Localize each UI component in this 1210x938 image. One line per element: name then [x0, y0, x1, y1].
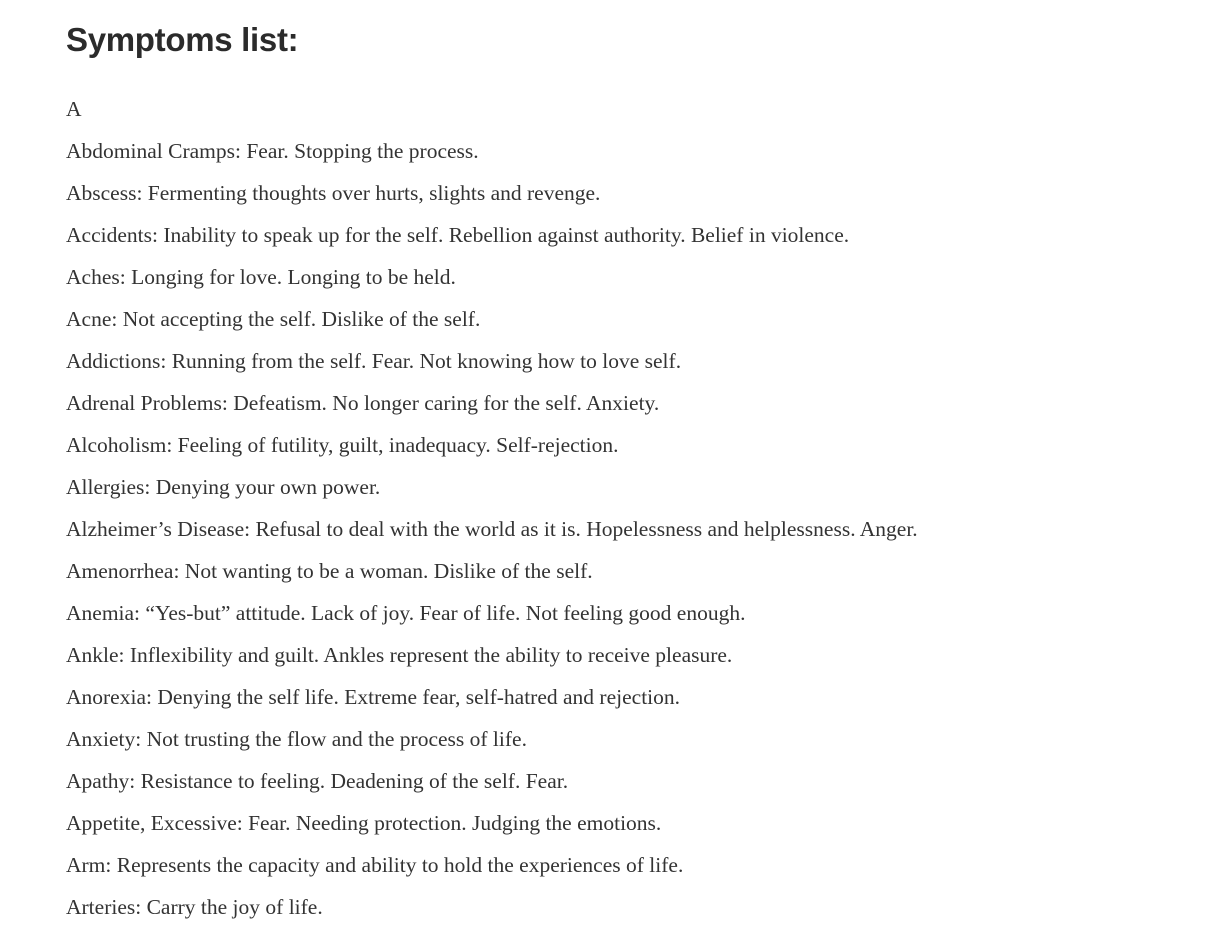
symptom-item: Arm: Represents the capacity and ability to hold the experiences of life. [66, 853, 684, 877]
symptom-list [66, 140, 1186, 938]
letter-heading: A [66, 97, 82, 121]
symptom-item: Appetite, Excessive: Fear. Needing protection. Judging the emotions. [66, 811, 662, 835]
article-content [66, 18, 1186, 919]
symptom-item: Ankle: Inflexibility and guilt. Ankles represent the ability to receive pleasure. [66, 643, 733, 667]
symptom-item: Arteries: Carry the joy of life. [66, 895, 323, 919]
symptom-item: Abdominal Cramps: Fear. Stopping the process. [66, 139, 479, 163]
symptom-item: Anemia: “Yes-but” attitude. Lack of joy. Fear of life. Not feeling good enough. [66, 601, 746, 625]
symptom-item: Apathy: Resistance to feeling. Deadening of the self. Fear. [66, 769, 569, 793]
symptom-item: Anorexia: Denying the self life. Extreme fear, self-hatred and rejection. [66, 685, 681, 709]
symptom-item: Abscess: Fermenting thoughts over hurts, slights and revenge. [66, 181, 601, 205]
symptom-item: Acne: Not accepting the self. Dislike of the self. [66, 307, 481, 331]
symptom-item: Alzheimer’s Disease: Refusal to deal with the world as it is. Hopelessness and helplessness. Anger. [66, 517, 918, 541]
symptom-item: Anxiety: Not trusting the flow and the process of life. [66, 727, 527, 751]
symptom-item: Accidents: Inability to speak up for the self. Rebellion against authority. Belief in violence. [66, 223, 850, 247]
symptom-item: Adrenal Problems: Defeatism. No longer caring for the self. Anxiety. [66, 391, 660, 415]
page-title: Symptoms list: [66, 21, 299, 58]
symptom-item: Allergies: Denying your own power. [66, 475, 381, 499]
symptom-item: Alcoholism: Feeling of futility, guilt, inadequacy. Self-rejection. [66, 433, 619, 457]
symptom-item: Addictions: Running from the self. Fear. Not knowing how to love self. [66, 349, 682, 373]
symptom-item: Aches: Longing for love. Longing to be held. [66, 265, 456, 289]
symptom-item: Amenorrhea: Not wanting to be a woman. Dislike of the self. [66, 559, 593, 583]
